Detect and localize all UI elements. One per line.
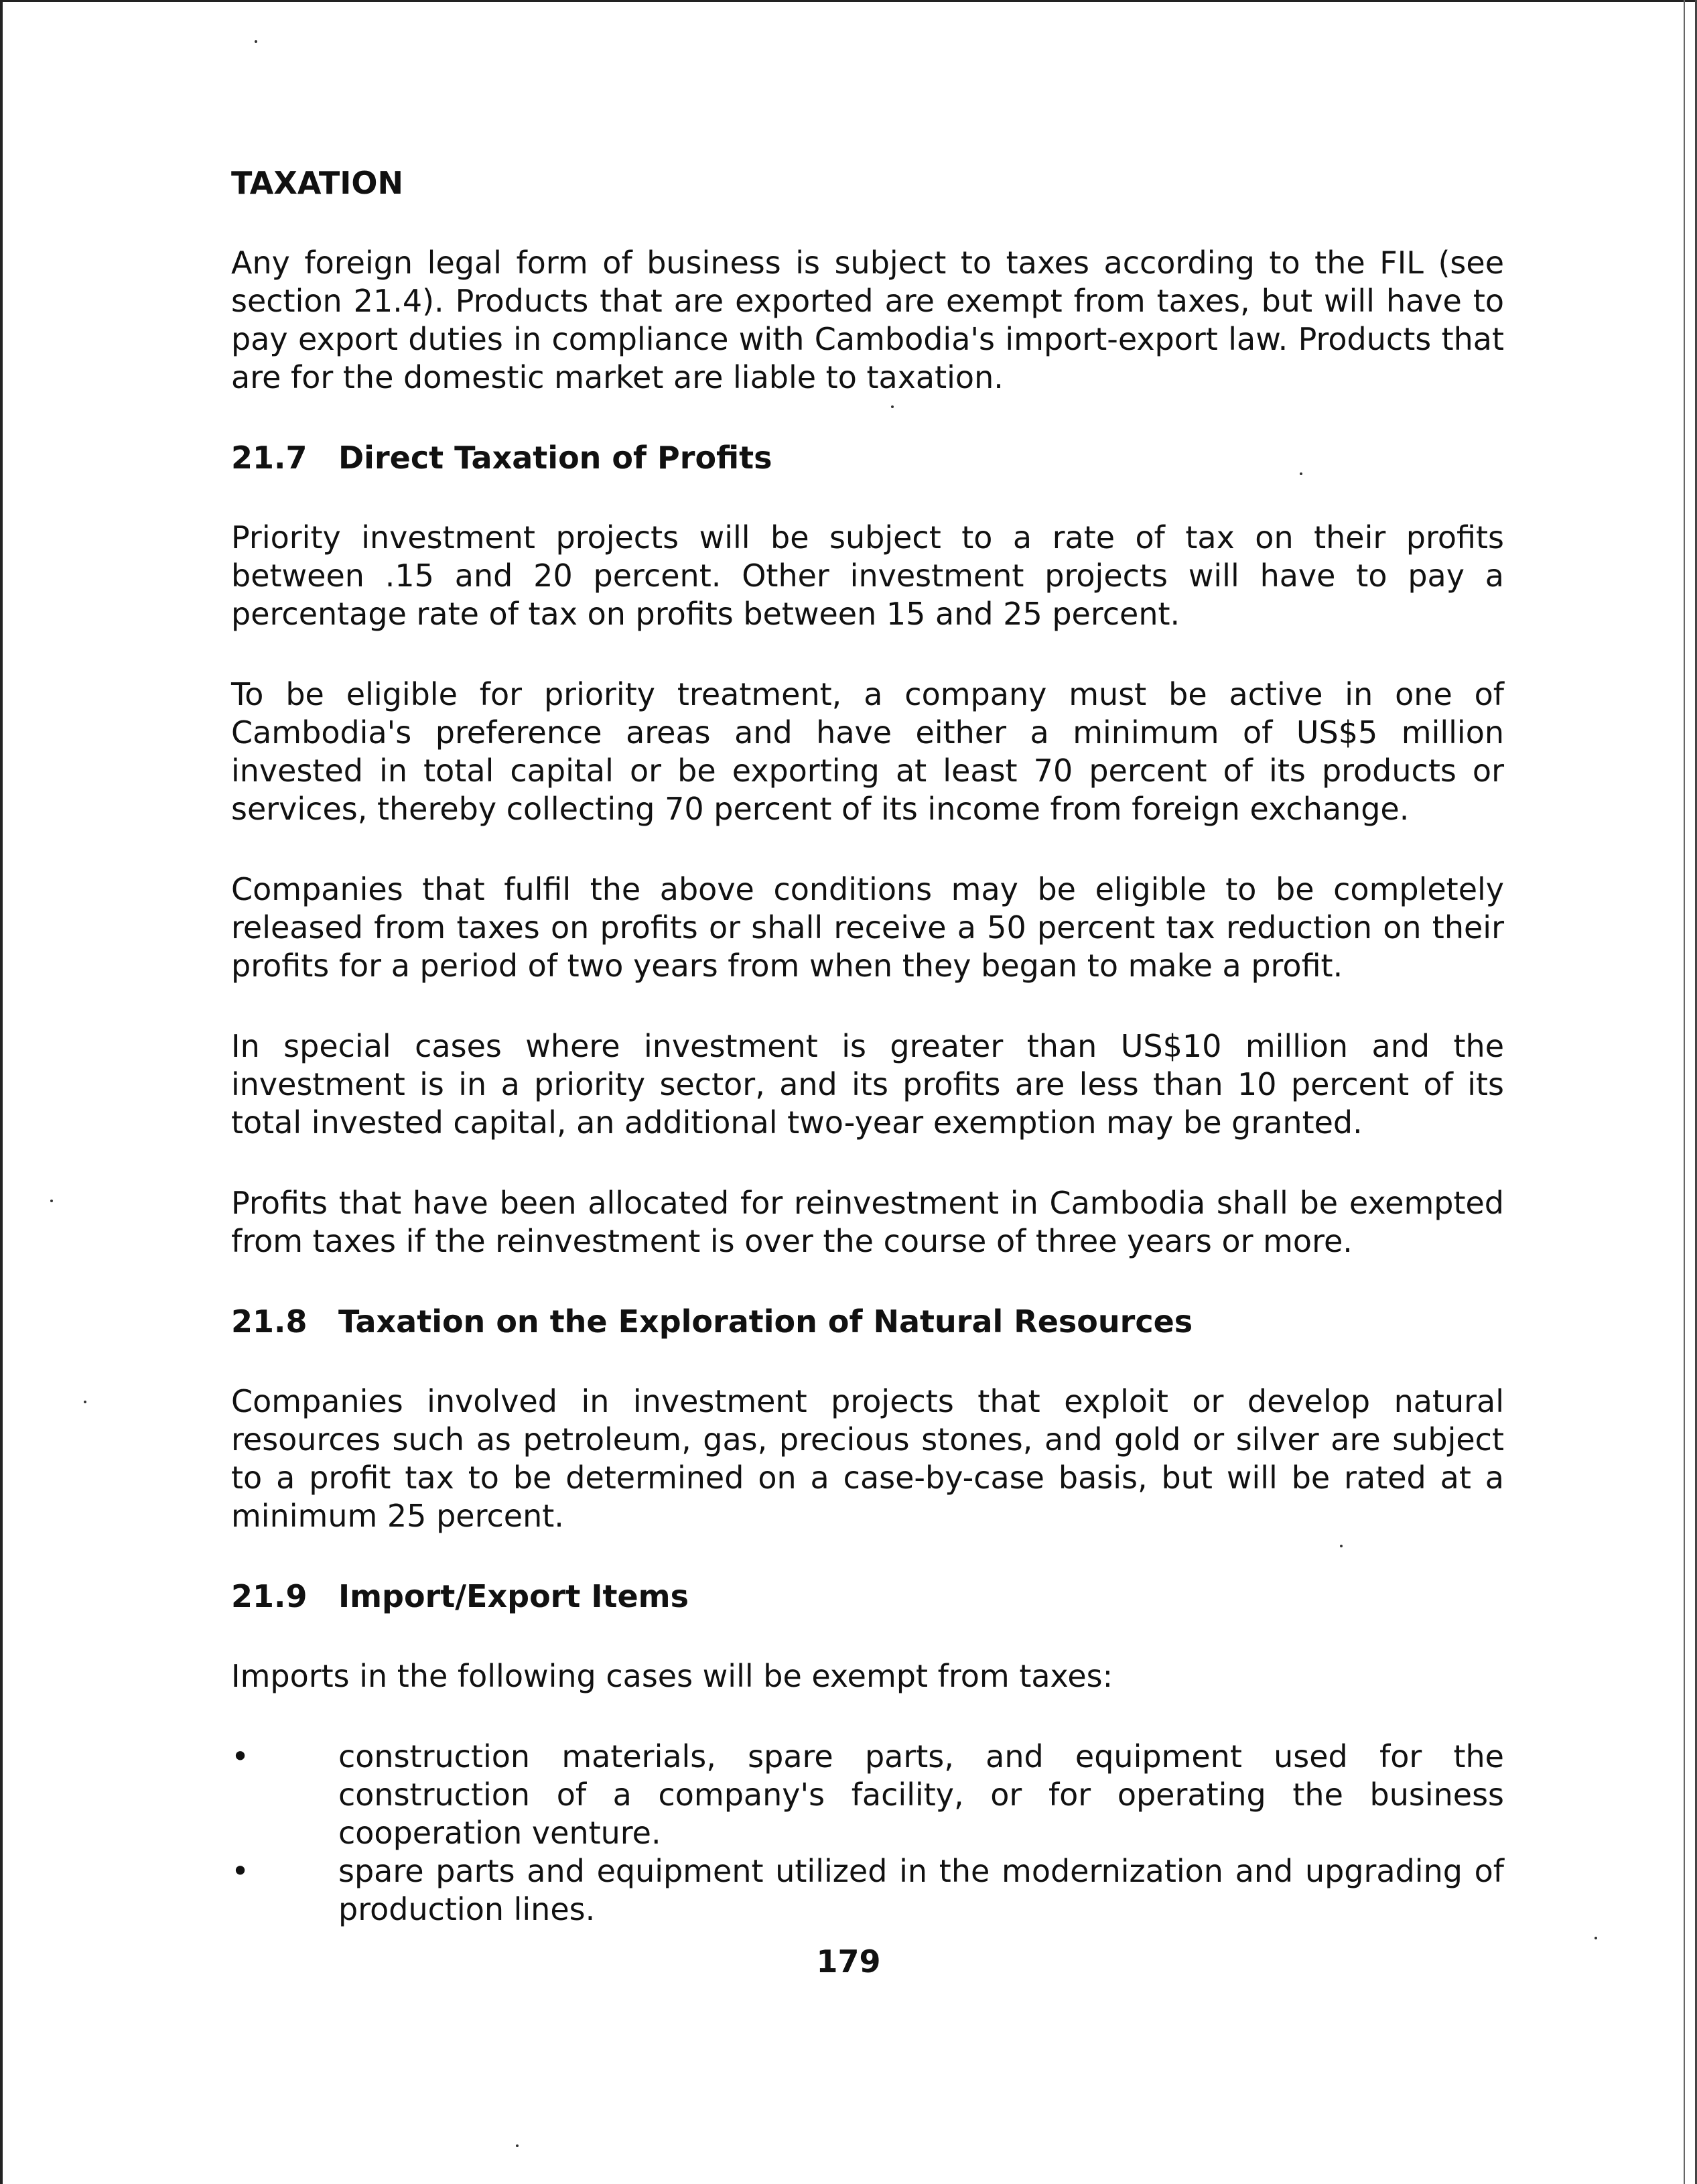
section-number: 21.9 bbox=[231, 1578, 308, 1614]
paragraph: Companies involved in investment projects that exploit or develop natural resources such as petroleum, gas, precious stones, and gold or silver are subject to a profit tax to be determined on a case-by-case basis, but will be rated at a minimum 25 percent. bbox=[231, 1383, 1504, 1534]
scan-speck bbox=[50, 1200, 53, 1202]
section-heading-21-8 bbox=[231, 1303, 1504, 1340]
section-heading-21-9 bbox=[231, 1578, 1504, 1615]
scan-edge-right-inner bbox=[1684, 0, 1685, 2184]
scan-speck bbox=[255, 40, 257, 43]
list-item-text: construction materials, spare parts, and equipment used for the construction of a company's facility, or for operating the business cooperation venture. bbox=[338, 1738, 1504, 1851]
paragraph: Imports in the following cases will be exempt from taxes: bbox=[231, 1658, 1113, 1694]
paragraph: In special cases where investment is greater than US$10 million and the investment is in a priority sector, and its profits are less than 10 percent of its total invested capital, an additional two-year exemption may be granted. bbox=[231, 1028, 1504, 1141]
page-number: 179 bbox=[816, 1943, 881, 1980]
section-number: 21.8 bbox=[231, 1303, 308, 1340]
page-title: TAXATION bbox=[231, 165, 403, 201]
paragraph: Profits that have been allocated for reinvestment in Cambodia shall be exempted from taxes if the reinvestment is over the course of three years or more. bbox=[231, 1185, 1504, 1259]
section-title: Direct Taxation of Profits bbox=[338, 440, 772, 476]
scan-speck bbox=[84, 1401, 86, 1403]
scan-speck bbox=[1594, 1937, 1597, 1939]
paragraph: Companies that fulfil the above conditions may be eligible to be completely released from taxes on profits or shall receive a 50 percent tax reduction on their profits for a period of two years from when they began to make a profit. bbox=[231, 871, 1504, 984]
list-item bbox=[231, 1852, 1504, 1929]
section-title: Taxation on the Exploration of Natural Resources bbox=[338, 1303, 1193, 1340]
scan-speck bbox=[516, 2144, 519, 2147]
section-title: Import/Export Items bbox=[338, 1578, 689, 1614]
document-page bbox=[231, 164, 1504, 1929]
section-number: 21.7 bbox=[231, 440, 308, 476]
section-heading-21-7 bbox=[231, 439, 1504, 476]
intro-paragraph: Any foreign legal form of business is subject to taxes according to the FIL (see section 21.4). Products that are exported are exempt from taxes, but will have to pay export duties in compliance with Cambodia's import-export law. Products that are for the domestic market are liable to taxation. bbox=[231, 245, 1504, 395]
paragraph: Priority investment projects will be subject to a rate of tax on their profits between .15 and 20 percent. Other investment projects will have to pay a percentage rate of tax on profits between 15 and 25 percent. bbox=[231, 519, 1504, 632]
bullet-symbol: • bbox=[231, 1853, 250, 1889]
list-item-text: spare parts and equipment utilized in the modernization and upgrading of production lines. bbox=[338, 1853, 1504, 1927]
list-item bbox=[231, 1738, 1504, 1852]
bullet-symbol: • bbox=[231, 1738, 250, 1775]
bullet-list bbox=[231, 1738, 1504, 1929]
scan-edge-left bbox=[0, 0, 3, 2184]
scan-speck bbox=[1340, 1545, 1343, 1547]
paragraph: To be eligible for priority treatment, a company must be active in one of Cambodia's preference areas and have either a minimum of US$5 million invested in total capital or be exporting at least 70 percent of its products or services, thereby collecting 70 percent of its income from foreign exchange. bbox=[231, 676, 1504, 827]
scan-edge-top bbox=[0, 0, 1697, 2]
scan-speck bbox=[1300, 472, 1302, 475]
scan-speck bbox=[891, 405, 894, 408]
